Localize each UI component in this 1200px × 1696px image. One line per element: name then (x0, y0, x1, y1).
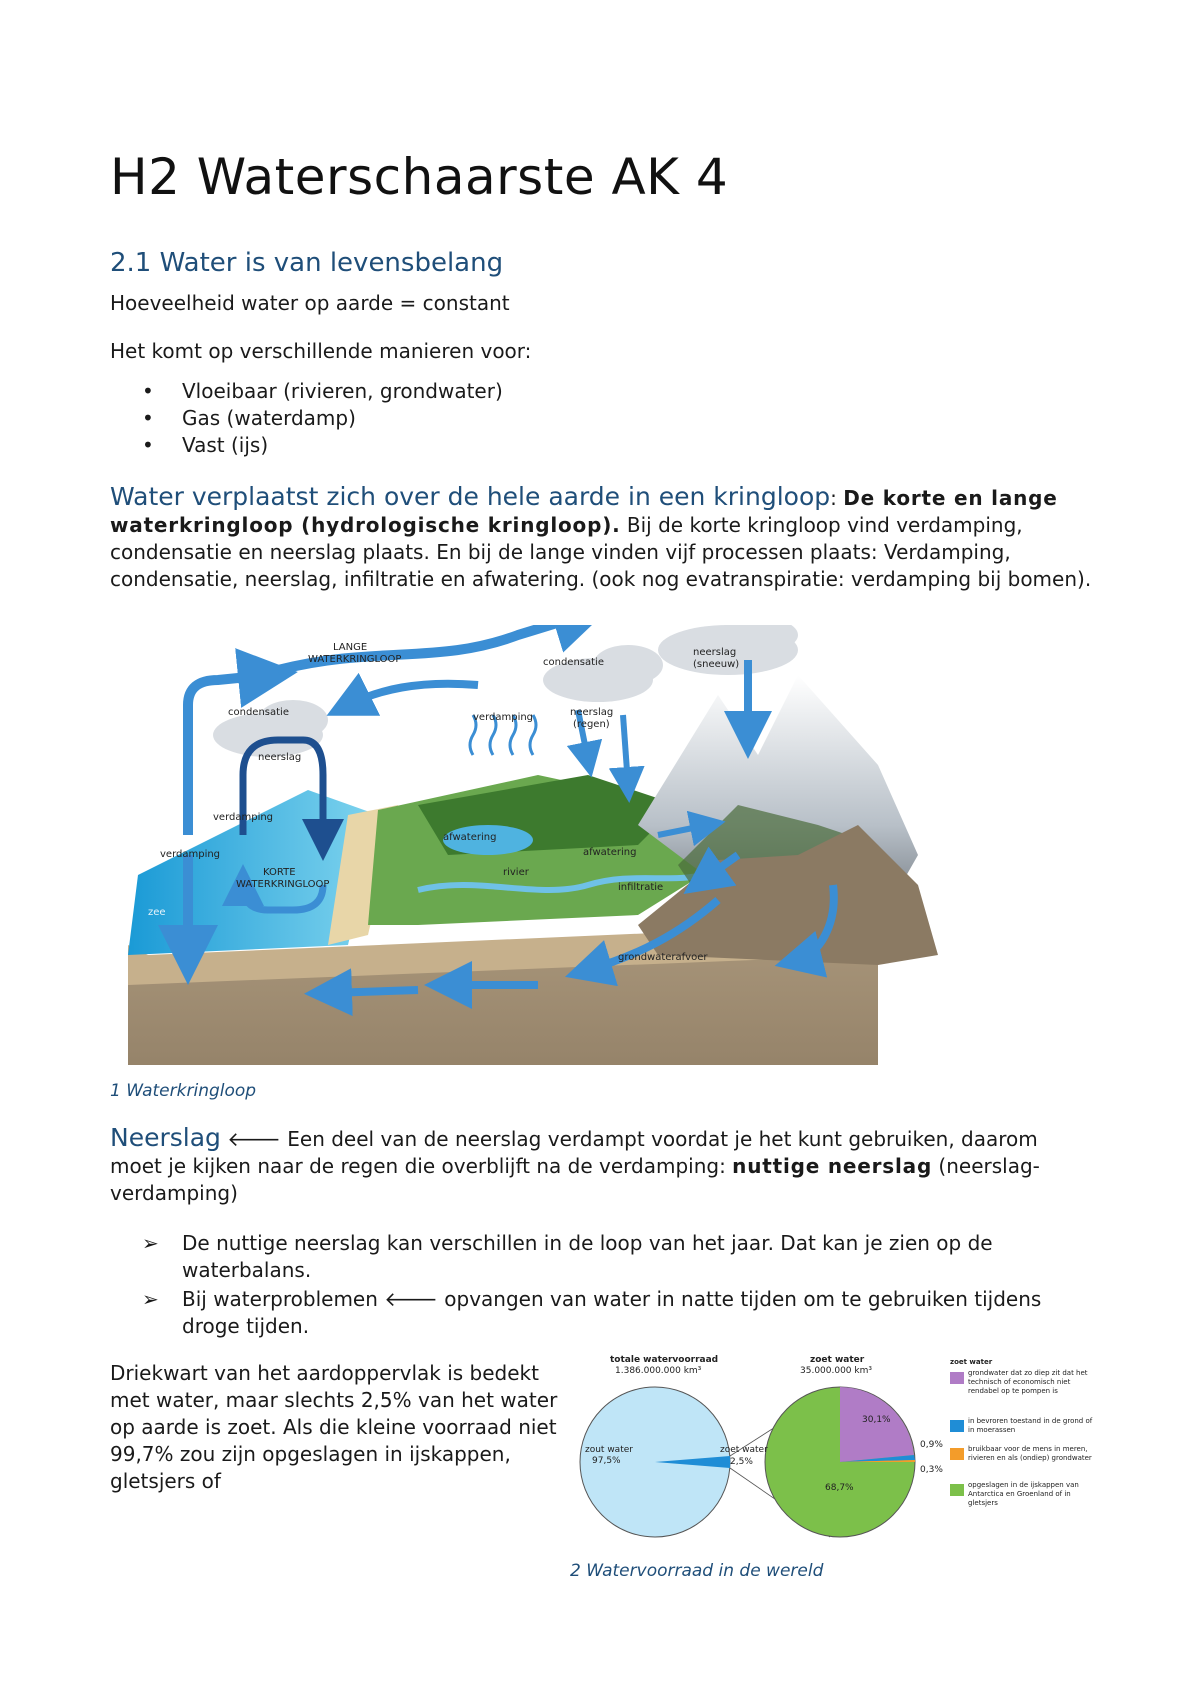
list-item (142, 1286, 1102, 1340)
slice-small1-value: 0,9% (920, 1440, 943, 1450)
zoet-label: zoet water (720, 1445, 768, 1455)
neerslag-tail: (neerslag-verdamping) (110, 1154, 1040, 1205)
label-zee: zee (148, 907, 166, 918)
label-verdamping-mid: verdamping (213, 812, 274, 823)
label-infiltratie: infiltratie (618, 882, 664, 893)
legend-text: opgeslagen in de ijskappen van Antarctica en Groenland of in gletsjers (968, 1481, 1079, 1507)
list-item-text: De nuttige neerslag kan verschillen in de loop van het jaar. Dat kan je zien op de waterbalans. (182, 1231, 993, 1282)
pie1-title: totale watervoorraad (610, 1355, 719, 1365)
label-rivier: rivier (503, 867, 529, 878)
label-condensatie-right: condensatie (543, 657, 604, 668)
neerslag-list (142, 1230, 1102, 1342)
legend (950, 1358, 1100, 1513)
label-neerslag-left: neerslag (258, 752, 302, 763)
arrow-bullet-icon: ➢ (142, 1231, 159, 1255)
arrow-icon: 🡐 (227, 1127, 281, 1151)
neerslag-heading: Neerslag (110, 1123, 221, 1152)
label-waterkringloop-short: WATERKRINGLOOP (236, 879, 330, 890)
neerslag-paragraph (110, 1124, 1095, 1207)
arrow-icon: 🡐 (384, 1287, 438, 1311)
kringloop-heading: Water verplaatst zich over de hele aarde in een kringloop (110, 482, 831, 511)
label-condensatie-left: condensatie (228, 707, 289, 718)
list-item: • Gas (waterdamp) (142, 405, 503, 432)
legend-text: bruikbaar voor de mens in meren, rivieren en als (ondiep) grondwater (968, 1445, 1092, 1462)
legend-text: grondwater dat zo diep zit dat het technisch of economisch niet rendabel op te pompen is (968, 1369, 1088, 1395)
colon: : (830, 486, 844, 510)
legend-swatch (950, 1372, 964, 1384)
figure1-caption: 1 Waterkringloop (110, 1081, 257, 1101)
page-title: H2 Waterschaarste AK 4 (110, 148, 729, 206)
neerslag-text: Een deel van de neerslag verdampt voordat je het kunt gebruiken, daarom moet je kijken naar de regen die overblijft na de verdamping: (110, 1127, 1038, 1178)
section-heading: 2.1 Water is van levensbelang (110, 248, 504, 278)
figure2-caption: 2 Watervoorraad in de wereld (570, 1561, 824, 1581)
kringloop-text: Bij de korte kringloop vind verdamping, condensatie en neerslag plaats. En bij de lange vinden vijf processen plaats: Verdamping, condensatie, neerslag, infiltratie en afwatering. (ook nog evatranspiratie: verdamping bij bomen). (110, 513, 1092, 591)
slice-grond-value: 30,1% (862, 1415, 891, 1425)
label-waterkringloop: WATERKRINGLOOP (308, 654, 402, 665)
label-afwatering-1: afwatering (443, 832, 497, 843)
list-item: • Vloeibaar (rivieren, grondwater) (142, 378, 503, 405)
pie1-sub: 1.386.000.000 km³ (615, 1366, 702, 1376)
label-sneeuw: (sneeuw) (693, 659, 740, 670)
legend-title: zoet water (950, 1358, 993, 1366)
label-neerslag-regen: neerslag (570, 707, 614, 718)
label-grondwaterafvoer: grondwaterafvoer (618, 952, 708, 963)
legend-text: in bevroren toestand in de grond of in moerassen (968, 1417, 1093, 1434)
paragraph-forms: Het komt op verschillende manieren voor: (110, 339, 532, 363)
label-afwatering-2: afwatering (583, 847, 637, 858)
slice-small2-value: 0,3% (920, 1465, 943, 1475)
zout-value: 97,5% (592, 1456, 621, 1466)
zoet-value: 2,5% (730, 1457, 753, 1467)
legend-swatch (950, 1448, 964, 1460)
label-lange: LANGE (333, 642, 368, 653)
legend-swatch (950, 1484, 964, 1496)
driekwart-paragraph: Driekwart van het aardoppervlak is bedekt met water, maar slechts 2,5% van het water op aarde is zoet. Als die kleine voorraad niet 99,7% zou zijn opgeslagen in ijskappen, gletsjers of (110, 1361, 558, 1493)
label-regen: (regen) (573, 719, 610, 730)
list-item-text: Bij waterproblemen (182, 1287, 385, 1311)
kringloop-bold: De korte en lange waterkringloop (hydrologische kringloop). (110, 486, 1058, 537)
label-verdamping-low: verdamping (160, 849, 221, 860)
slice-ijs-value: 68,7% (825, 1483, 854, 1493)
paragraph-constant: Hoeveelheid water op aarde = constant (110, 291, 510, 315)
list-item: • Vast (ijs) (142, 432, 503, 459)
label-neerslag-sneeuw: neerslag (693, 647, 737, 658)
zout-label: zout water (585, 1445, 633, 1455)
pie2-title: zoet water (810, 1355, 865, 1365)
legend-swatch (950, 1420, 964, 1432)
arrow-bullet-icon: ➢ (142, 1287, 159, 1311)
water-supply-figure (570, 1352, 1100, 1557)
pie2-sub: 35.000.000 km³ (800, 1366, 872, 1376)
label-verdamping-top: verdamping (473, 712, 534, 723)
label-korte: KORTE (263, 867, 296, 878)
list-item (142, 1230, 1102, 1284)
kringloop-paragraph (110, 483, 1095, 593)
states-list (142, 378, 503, 459)
nuttige-neerslag: nuttige neerslag (732, 1154, 933, 1178)
water-cycle-figure (118, 625, 973, 1070)
list-item-text: opvangen van water in natte tijden om te gebruiken tijdens droge tijden. (182, 1287, 1042, 1338)
